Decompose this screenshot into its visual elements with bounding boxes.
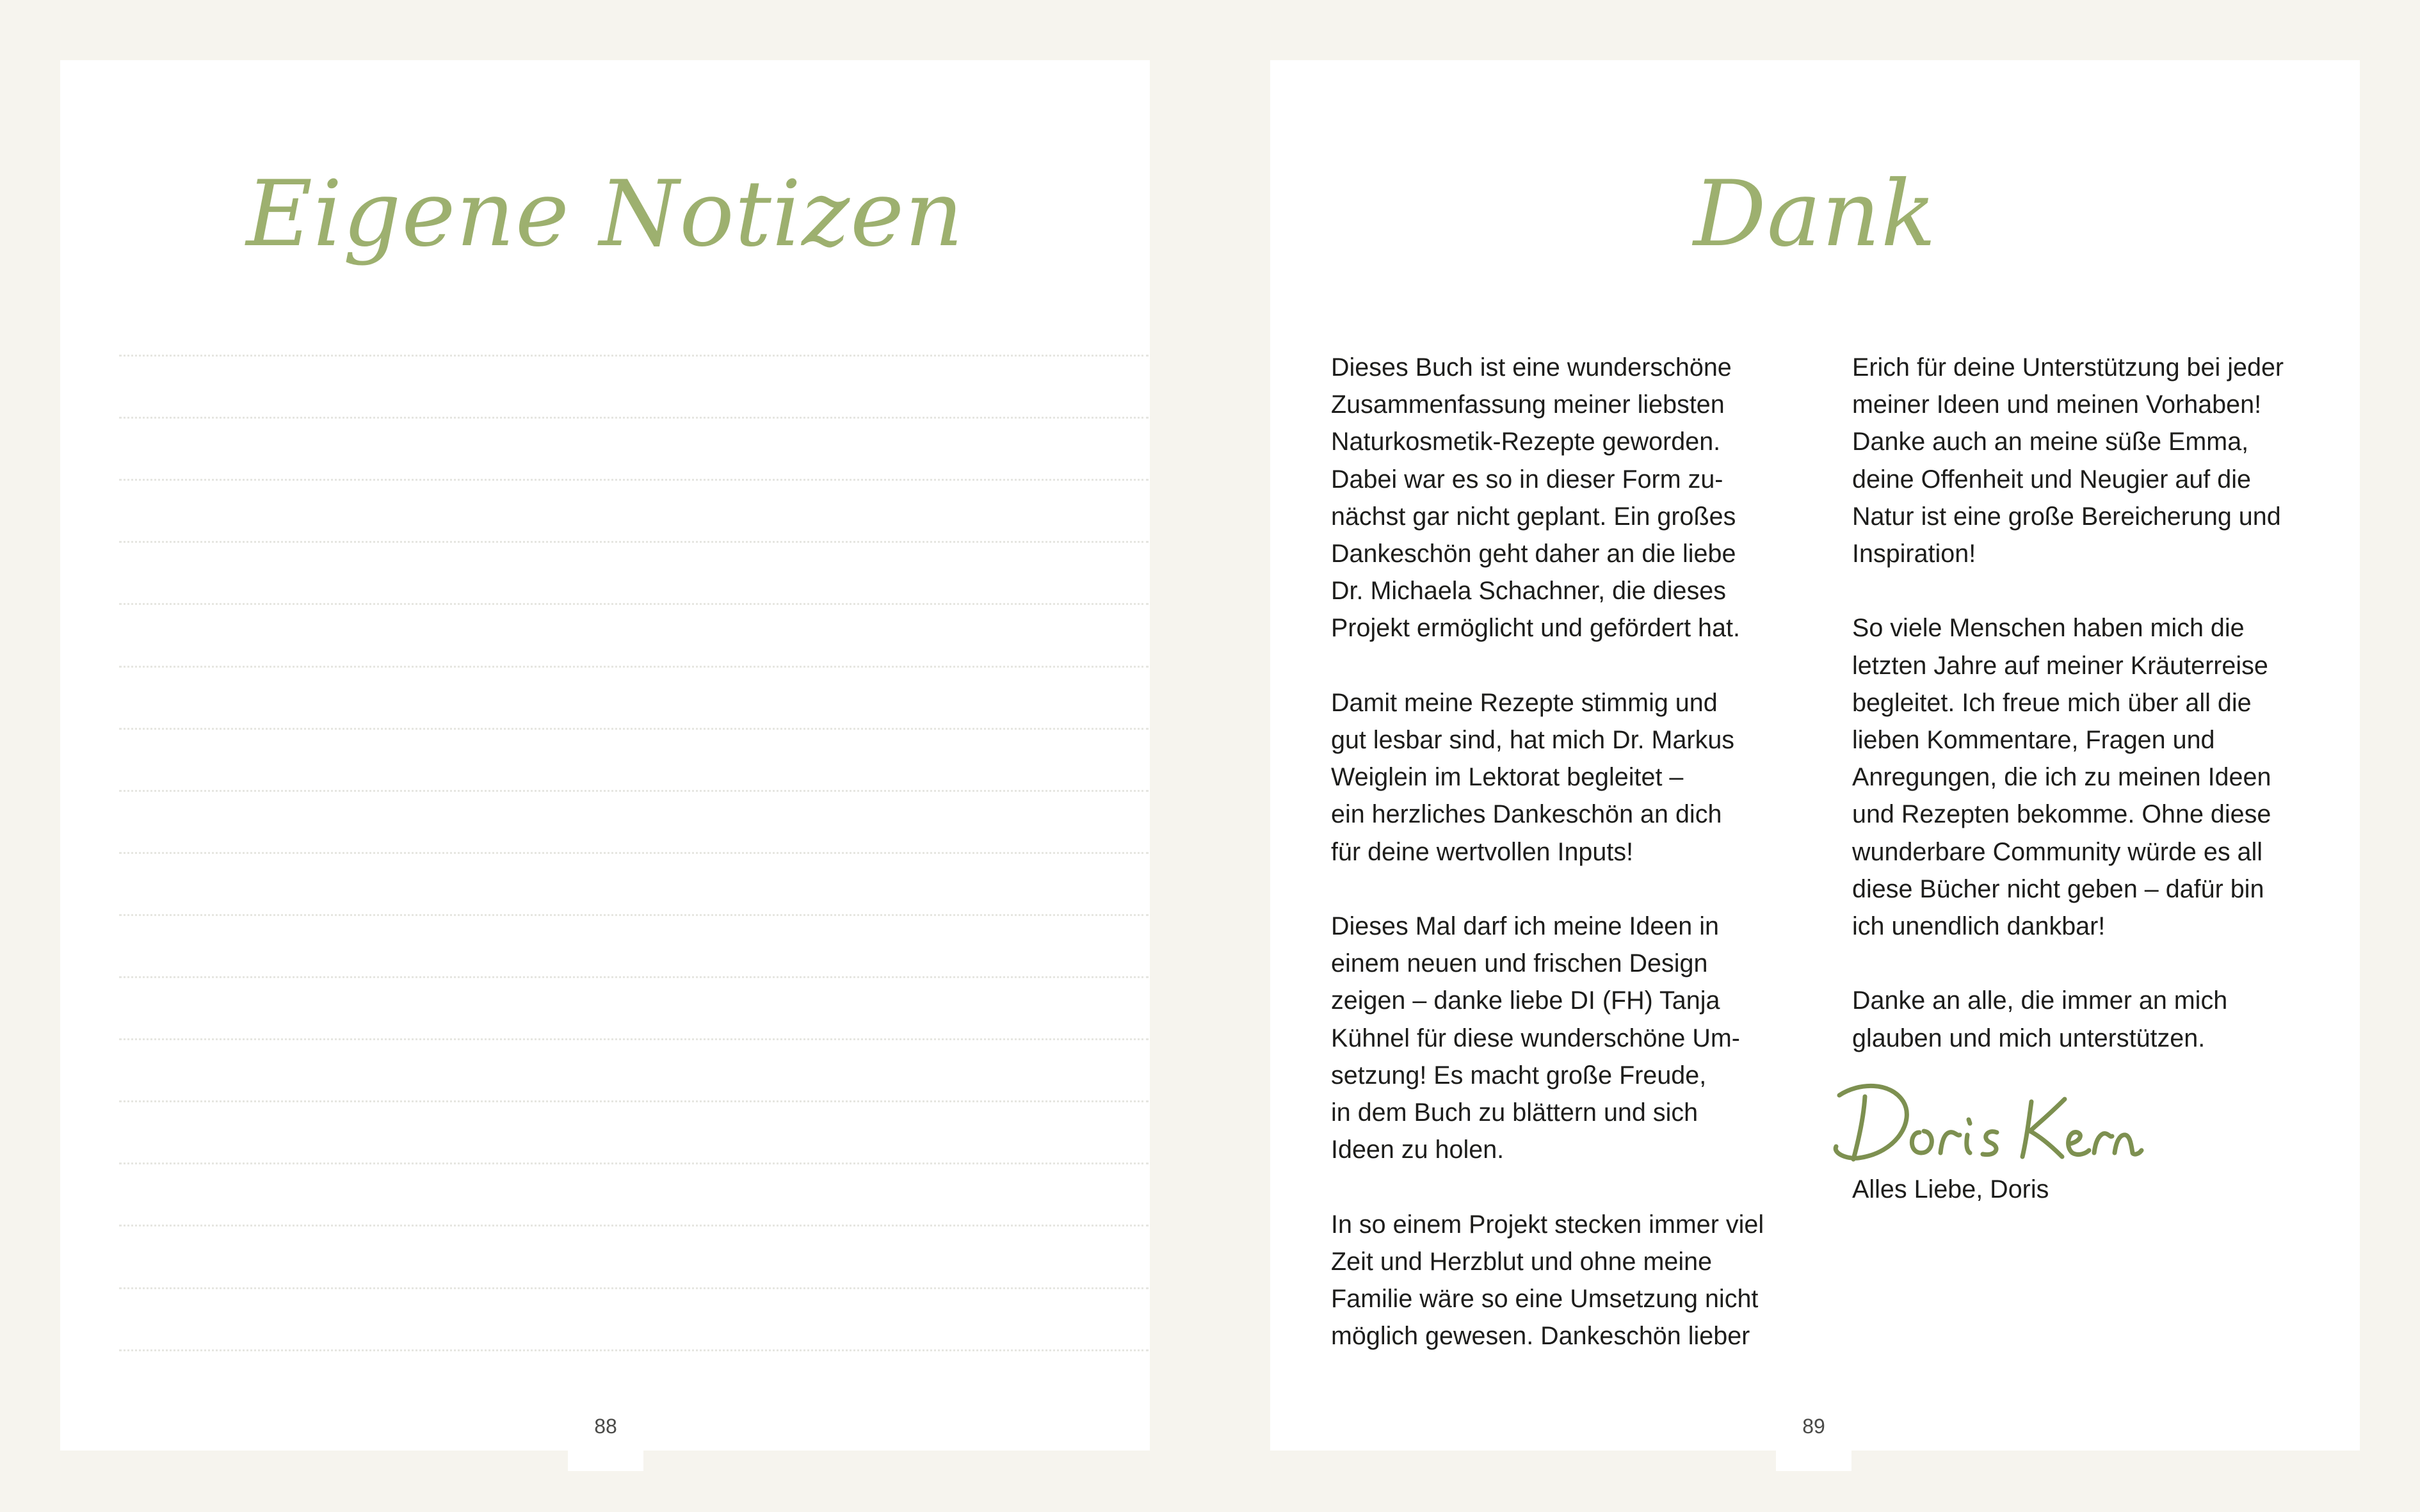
handwritten-signature	[1814, 1057, 2147, 1171]
note-line	[119, 1162, 1149, 1164]
thanks-title: Dank	[1693, 161, 1937, 267]
note-lines	[119, 60, 1149, 1451]
paragraph: Damit meine Rezepte stimmig und gut lesbar sind, hat mich Dr. Markus Weiglein im Lektorat begleitet – ein herzliches Dankeschön an dich für deine wertvollen Inputs!	[1331, 688, 1735, 866]
closing-line: Alles Liebe, Doris	[1852, 1175, 2049, 1204]
note-line	[119, 1100, 1149, 1102]
note-line	[119, 666, 1149, 668]
paragraph: In so einem Projekt stecken immer viel Zeit und Herzblut und ohne meine Familie wäre so eine Umsetzung nicht möglich gewesen. Dankeschön lieber	[1331, 1210, 1764, 1351]
paragraph: Dieses Mal darf ich meine Ideen in einem neuen und frischen Design zeigen – danke liebe DI (FH) Tanja Kühnel für diese wunderschöne Um- setzung! Es macht große Freude, in dem Buch zu blättern und sich Ideen zu holen.	[1331, 912, 1740, 1164]
left-page	[60, 60, 1150, 1451]
note-line	[119, 728, 1149, 730]
note-line	[119, 479, 1149, 481]
note-line	[119, 852, 1149, 854]
right-page	[1270, 60, 2360, 1451]
note-line	[119, 976, 1149, 978]
note-line	[119, 1225, 1149, 1226]
note-line	[119, 417, 1149, 419]
notes-title: Eigene Notizen	[246, 161, 964, 267]
note-line	[119, 541, 1149, 543]
paragraph: Dieses Buch ist eine wunderschöne Zusammenfassung meiner liebsten Naturkosmetik-Rezepte geworden. Dabei war es so in dieser Form zu- nächst gar nicht geplant. Ein großes Dankeschön geht daher an die liebe Dr. Michaela Schachner, die dieses Projekt ermöglicht und gefördert hat.	[1331, 353, 1740, 643]
note-line	[119, 603, 1149, 605]
note-line	[119, 1349, 1149, 1351]
page-number-right: 89	[1776, 1407, 1851, 1471]
paragraph: Erich für deine Unterstützung bei jeder meiner Ideen und meinen Vorhaben! Danke auch an meine süße Emma, deine Offenheit und Neugier auf die Natur ist eine große Bereicherung und Inspiration!	[1852, 353, 2284, 568]
note-line	[119, 1038, 1149, 1040]
note-line	[119, 355, 1149, 357]
note-line	[119, 1287, 1149, 1289]
paragraph: Danke an alle, die immer an mich glauben und mich unterstützen.	[1852, 986, 2228, 1052]
text-column-2	[1852, 349, 2300, 1208]
paragraph: So viele Menschen haben mich die letzten Jahre auf meiner Kräuterreise begleitet. Ich freue mich über all die lieben Kommentare, Fragen und Anregungen, die ich zu meinen Ideen und Rezepten bekomme. Ohne diese wunderbare Community würde es all diese Bücher nicht geben – dafür bin ich unendlich dankbar!	[1852, 614, 2271, 941]
page-number-left: 88	[568, 1407, 643, 1471]
text-column-1	[1331, 349, 1779, 1392]
note-line	[119, 914, 1149, 916]
note-line	[119, 790, 1149, 792]
